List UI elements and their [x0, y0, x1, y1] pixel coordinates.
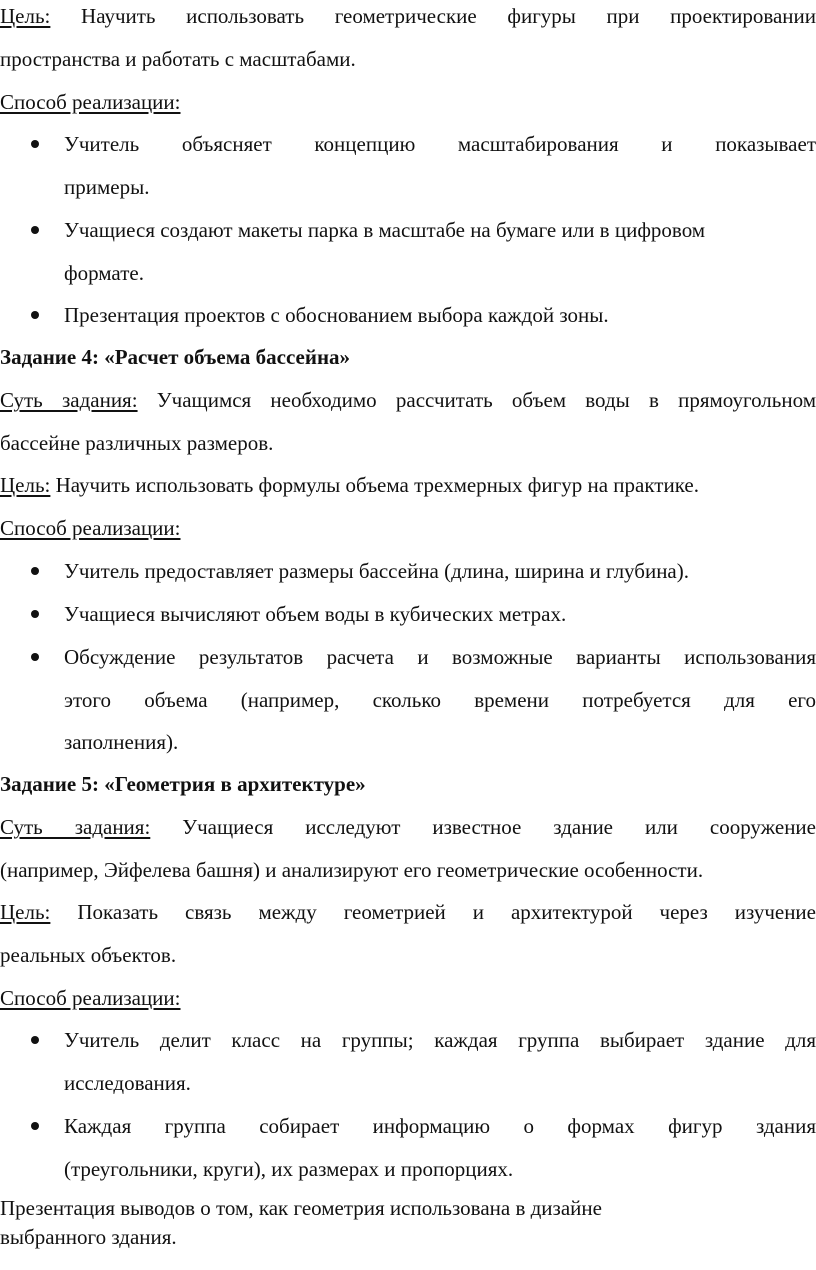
goal-text: Научить использовать геометрические фигуры при проектировании: [50, 4, 816, 28]
list-item-cont: исследования.: [64, 1071, 191, 1095]
task5-method-label: Способ реализации:: [0, 986, 181, 1010]
list-item: Учащиеся создают макеты парка в масштабе на бумаге или в цифровом: [64, 218, 706, 242]
bullet-dot: [31, 567, 39, 575]
list-item: Учитель предоставляет размеры бассейна (длина, ширина и глубина).: [64, 559, 689, 583]
bullet-dot: [31, 610, 39, 618]
list-item-cont: примеры.: [64, 175, 150, 199]
task5-essence-line: Суть задания: Учащиеся исследуют известное здание или сооружение: [0, 815, 816, 839]
bullet-dot: [31, 311, 39, 319]
list-item: Презентация проектов с обоснованием выбора каждой зоны.: [64, 303, 609, 327]
task5-essence-cont: (например, Эйфелева башня) и анализируют его геометрические особенности.: [0, 858, 704, 882]
goal-text-cont: пространства и работать с масштабами.: [0, 47, 356, 71]
list-item: Каждая группа собирает информацию о формах фигур здания: [64, 1114, 816, 1138]
list-item: Учитель делит класс на группы; каждая группа выбирает здание для: [64, 1028, 816, 1052]
goal-line: [0, 2, 816, 30]
task4-essence-cont: бассейне различных размеров.: [0, 431, 274, 455]
list-item-cont: заполнения).: [64, 730, 179, 754]
list-item: Учащиеся вычисляют объем воды в кубических метрах.: [64, 602, 567, 626]
list-item: Обсуждение результатов расчета и возможные варианты использования: [64, 645, 816, 669]
goal-label: Цель:: [0, 473, 51, 497]
task4-goal-line: Цель: Научить использовать формулы объема трехмерных фигур на практике.: [0, 473, 699, 497]
goal-label: Цель:: [0, 4, 51, 28]
task5-heading: Задание 5: «Геометрия в архитектуре»: [0, 772, 366, 796]
conclusion-text: Презентация выводов о том, как геометрия использована в дизайне: [0, 1196, 602, 1220]
bullet-dot: [31, 1122, 39, 1130]
bullet-dot: [31, 1036, 39, 1044]
essence-label: Суть задания:: [0, 815, 151, 839]
task5-goal-cont: реальных объектов.: [0, 943, 177, 967]
bullet-dot: [31, 226, 39, 234]
list-item-cont: формате.: [64, 261, 144, 285]
conclusion-text-cont: выбранного здания.: [0, 1225, 177, 1249]
bullet-dot: [31, 140, 39, 148]
task4-essence-line: Суть задания: Учащимся необходимо рассчитать объем воды в прямоугольном: [0, 388, 816, 412]
list-item: Учитель объясняет концепцию масштабирования и показывает: [64, 132, 816, 156]
list-item-cont: (треугольники, круги), их размерах и пропорциях.: [64, 1157, 514, 1181]
method-label: Способ реализации:: [0, 90, 181, 114]
task4-heading: Задание 4: «Расчет объема бассейна»: [0, 345, 351, 369]
bullet-dot: [31, 653, 39, 661]
essence-label: Суть задания:: [0, 388, 138, 412]
list-item-cont: этого объема (например, сколько времени потребуется для его: [64, 688, 816, 712]
task4-method-label: Способ реализации:: [0, 516, 181, 540]
goal-label: Цель:: [0, 900, 51, 924]
task5-goal-line: Цель: Показать связь между геометрией и архитектурой через изучение: [0, 900, 816, 924]
